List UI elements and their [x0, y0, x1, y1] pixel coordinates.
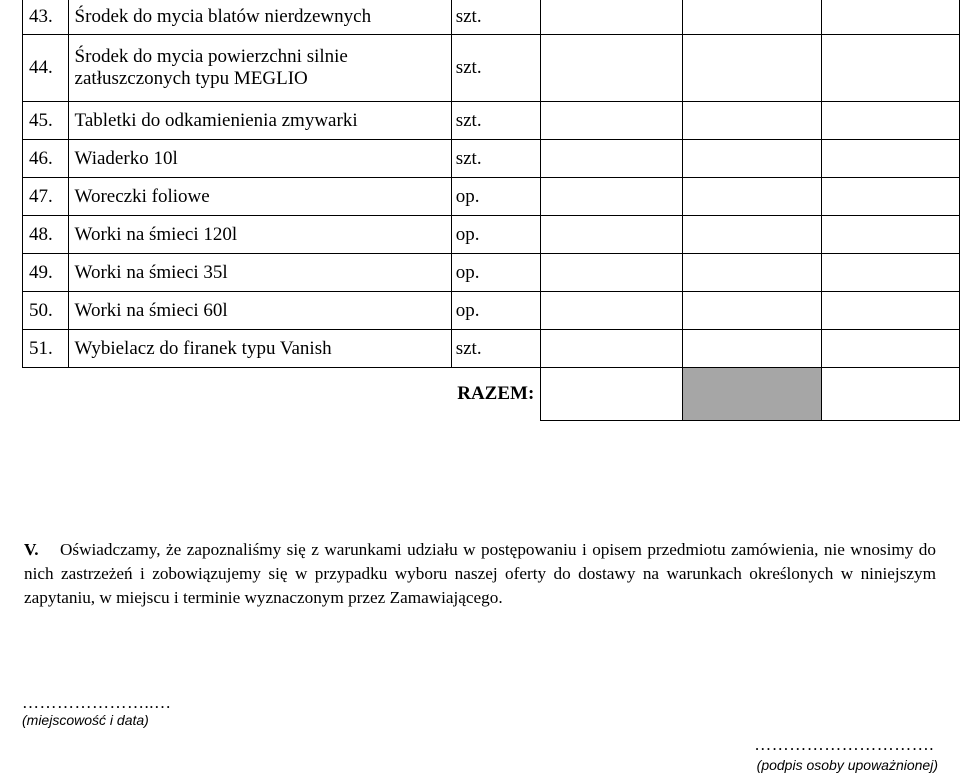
section-number: V. — [24, 540, 39, 559]
unit-price-cell — [682, 140, 822, 178]
value-cell — [822, 0, 960, 35]
table-row — [23, 330, 960, 368]
item-name: Worki na śmieci 120l — [68, 216, 451, 254]
table-row — [23, 0, 960, 35]
total-label: RAZEM: — [457, 383, 535, 405]
item-unit: szt. — [451, 140, 541, 178]
item-unit: szt. — [451, 0, 541, 35]
row-number: 51. — [23, 330, 69, 368]
unit-price-cell — [682, 330, 822, 368]
row-number: 43. — [23, 0, 69, 35]
table-row — [23, 102, 960, 140]
total-unit-price-cell — [682, 368, 822, 421]
row-number: 45. — [23, 102, 69, 140]
value-cell — [822, 254, 960, 292]
unit-price-cell — [682, 292, 822, 330]
item-name: Woreczki foliowe — [68, 178, 451, 216]
total-spacer — [23, 368, 452, 421]
table-row — [23, 254, 960, 292]
quantity-cell — [541, 216, 683, 254]
table-row — [23, 35, 960, 102]
quantity-cell — [541, 140, 683, 178]
total-value-cell — [822, 368, 960, 421]
statement-paragraph — [24, 538, 936, 610]
item-unit: op. — [451, 292, 541, 330]
unit-price-cell — [682, 254, 822, 292]
table-row — [23, 140, 960, 178]
items-table — [22, 0, 960, 421]
total-row — [23, 368, 960, 421]
item-name: Worki na śmieci 60l — [68, 292, 451, 330]
place-date-label: (miejscowość i data) — [22, 712, 149, 728]
row-number: 44. — [23, 35, 69, 102]
quantity-cell — [541, 254, 683, 292]
item-unit: szt. — [451, 35, 541, 102]
value-cell — [822, 102, 960, 140]
value-cell — [822, 330, 960, 368]
item-unit: op. — [451, 254, 541, 292]
quantity-cell — [541, 292, 683, 330]
table-row — [23, 178, 960, 216]
signature-label: (podpis osoby upoważnionej) — [756, 757, 938, 773]
value-cell — [822, 292, 960, 330]
item-name: Wybielacz do firanek typu Vanish — [68, 330, 451, 368]
item-unit: szt. — [451, 102, 541, 140]
items-table-wrapper — [22, 0, 960, 421]
unit-price-cell — [682, 216, 822, 254]
quantity-cell — [541, 0, 683, 35]
quantity-cell — [541, 35, 683, 102]
row-number: 48. — [23, 216, 69, 254]
value-cell — [822, 178, 960, 216]
value-cell — [822, 35, 960, 102]
item-name: Tabletki do odkamienienia zmywarki — [68, 102, 451, 140]
item-unit: op. — [451, 178, 541, 216]
value-cell — [822, 216, 960, 254]
row-number: 47. — [23, 178, 69, 216]
table-row — [23, 292, 960, 330]
total-quantity-cell — [541, 368, 683, 421]
item-name: Worki na śmieci 35l — [68, 254, 451, 292]
unit-price-cell — [682, 102, 822, 140]
item-name: Wiaderko 10l — [68, 140, 451, 178]
item-unit: szt. — [451, 330, 541, 368]
unit-price-cell — [682, 178, 822, 216]
table-row — [23, 216, 960, 254]
row-number: 49. — [23, 254, 69, 292]
statement-text: Oświadczamy, że zapoznaliśmy się z warunkami udziału w postępowaniu i opisem przedmiotu zamówienia, nie wnosimy do nich zastrzeżeń i zobowiązujemy się w przypadku wyboru naszej oferty do dostawy na warunkach określonych w niniejszym zapytaniu, w miejscu i terminie wyznaczonym przez Zamawiającego. — [24, 540, 936, 607]
item-name: Środek do mycia blatów nierdzewnych — [68, 0, 451, 35]
quantity-cell — [541, 102, 683, 140]
unit-price-cell — [682, 35, 822, 102]
item-name: Środek do mycia powierzchni silnie zatłuszczonych typu MEGLIO — [68, 35, 451, 102]
row-number: 50. — [23, 292, 69, 330]
item-unit: op. — [451, 216, 541, 254]
quantity-cell — [541, 330, 683, 368]
value-cell — [822, 140, 960, 178]
row-number: 46. — [23, 140, 69, 178]
signature-dots: …………………………. — [754, 735, 934, 754]
unit-price-cell — [682, 0, 822, 35]
place-date-dots: …………………..… — [22, 693, 172, 712]
quantity-cell — [541, 178, 683, 216]
